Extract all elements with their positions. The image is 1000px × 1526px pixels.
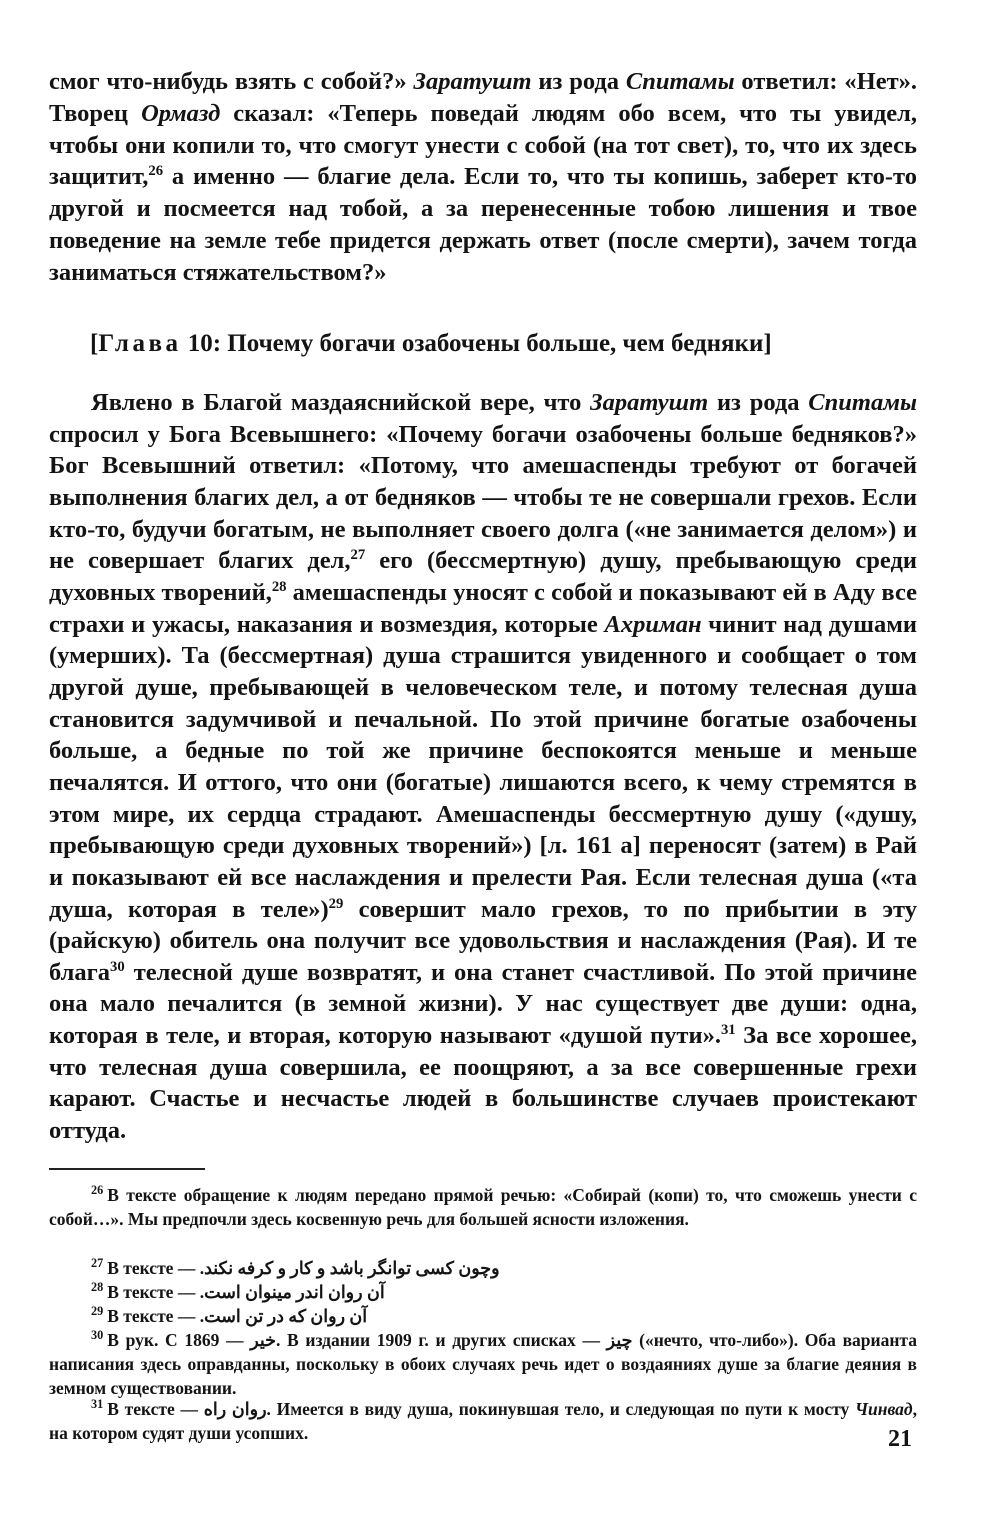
name-ormazd: Ормазд <box>141 99 221 127</box>
text-run: его (бессмертную) душу, пребывающую среди духовных творений, <box>49 547 917 606</box>
text-run: чинит над душами (умерших). Та (бессмертная) душа страшится увиденного и сообщает о том другой душе, пребывающей в человеческом теле, и потому телесная душа становится задумчивой и печальной. По этой причине богатые озабочены больше, а бедные по той же причине беспокоятся меньше и меньше печалятся. И оттого, что они (богатые) лишаются всего, к чему стремятся в этом мире, их сердца страдают. Амешаспенды бессмертную душу («душу, пребывающую среди духовных творений») [л. 161 а] переносят (затем) в Рай и показывают ей все наслаждения и прелести Рая. Если телесная душа («та душа, которая в теле») <box>49 610 917 923</box>
name-spitama: Спитамы <box>625 68 735 95</box>
footnote-27 <box>49 1256 917 1280</box>
text-run: совершит мало грехов, то по прибытии в эту (райскую) обитель она получит все удовольствия и наслаждения (Рая). И те блага <box>49 895 917 986</box>
persian-word: چیز <box>606 1330 633 1350</box>
name-chinvad: Чинвад <box>854 1399 913 1419</box>
text-run: спросил у Бога Всевышнего: «Почему богачи озабочены больше бедняков?» Бог Всевышний ответил: «Потому, что амешаспенды требуют от богачей выполнения благих дел, а от бедняков — чтобы те не совершали грехов. Если кто-то, будучи богатым, не выполняет своего долга («не занимается делом») и не совершает благих дел, <box>49 420 917 575</box>
persian-quote: آن روان که در تن است. <box>199 1306 368 1326</box>
footnote-number: 29 <box>91 1304 104 1319</box>
text-run: а именно — благие дела. Если то, что ты копишь, заберет кто-то другой и посмеется над тобой, а за перенесенные тобою лишения и твое поведение на земле тебе придется держать ответ (после смерти), зачем тогда заниматься стяжательством?» <box>49 163 917 286</box>
paragraph-main <box>49 387 917 1147</box>
footnote-text: В тексте — <box>107 1399 204 1419</box>
persian-quote: وچون کسی توانگر باشد و کار و کرفه نکند. <box>199 1258 500 1278</box>
text-run: из рода <box>708 389 809 416</box>
footnote-ref-27: 27 <box>350 547 366 564</box>
footnote-text: В рук. С 1869 — <box>107 1330 251 1350</box>
persian-word: خیر <box>250 1330 276 1350</box>
name-zaratusht: Заратушт <box>590 389 709 416</box>
footnote-text: («нечто, что-либо»). Оба варианта написания здесь оправданны, поскольку в обоих случаях речь идет о воздаяниях душе за благие деяния в земном существовании. <box>49 1330 917 1398</box>
text-run: смог что-нибудь взять с собой?» <box>49 68 414 95</box>
footnote-number: 31 <box>91 1397 104 1412</box>
text-run: ответил: «Нет». Творец <box>49 68 917 127</box>
footnote-26 <box>49 1183 917 1231</box>
name-spitama: Спитамы <box>808 389 917 416</box>
footnote-text: В тексте обращение к людям передано прямой речью: «Собирай (копи) то, что сможешь унести с собой…». Мы предпочли здесь косвенную речь для большей ясности изложения. <box>49 1185 917 1229</box>
name-zaratusht: Заратушт <box>413 68 532 95</box>
footnote-ref-31: 31 <box>720 1021 736 1038</box>
footnote-text: . В издании 1909 г. и других списках — <box>275 1330 607 1350</box>
footnote-number: 26 <box>91 1183 104 1198</box>
persian-quote: آن روان اندر مینوان است. <box>199 1282 385 1302</box>
text-run: Явлено в Благой маздаяснийской вере, что <box>91 389 591 416</box>
footnote-text: В тексте — <box>107 1258 200 1278</box>
heading-word-chapter: Глава <box>98 330 182 357</box>
text-run: За все хорошее, что телесная душа совершила, ее поощряют, а за все совершенные грехи карают. Счастье и несчастье людей в большинстве случаев проистекают оттуда. <box>49 1022 917 1145</box>
footnote-ref-29: 29 <box>328 895 344 912</box>
footnote-ref-28: 28 <box>271 578 287 595</box>
footnote-text: . Имеется в виду душа, покинувшая тело, и следующая по пути к мосту <box>266 1399 855 1419</box>
name-ahriman: Ахриман <box>604 610 702 638</box>
text-run: из рода <box>531 68 626 95</box>
text-run: телесной душе возвратят, и она станет счастливой. По этой причине она мало печалится (в земной жизни). У нас существует две души: одна, которая в теле, и вторая, которую называют «душой пути». <box>49 958 917 1050</box>
footnote-ref-30: 30 <box>110 958 125 975</box>
heading-title: 10: Почему богачи озабочены больше, чем бедняки] <box>181 330 772 357</box>
text-run: амешаспенды уносят с собой и показывают ей в Аду все страхи и ужасы, наказания и возмездия, которые <box>49 578 918 638</box>
footnote-text: , на котором судят души усопших. <box>49 1399 917 1443</box>
footnote-31 <box>49 1397 917 1445</box>
footnote-28 <box>49 1280 917 1304</box>
heading-bracket: [ <box>90 330 99 357</box>
footnote-ref-26: 26 <box>148 163 164 180</box>
footnote-number: 28 <box>91 1280 104 1295</box>
footnote-text: В тексте — <box>107 1306 200 1326</box>
footnote-30 <box>49 1328 917 1400</box>
persian-word: روان راه <box>203 1399 267 1419</box>
footnote-number: 27 <box>91 1256 104 1271</box>
footnote-text: В тексте — <box>107 1282 200 1302</box>
chapter-heading <box>90 330 940 358</box>
footnote-number: 30 <box>91 1328 104 1343</box>
page-number: 21 <box>888 1426 912 1452</box>
footnote-divider <box>49 1168 205 1170</box>
text-run: сказал: «Теперь поведай людям обо всем, что ты увидел, чтобы они копили то, что смогут унести с собой (на тот свет), то, что их здесь защитит, <box>49 99 917 191</box>
paragraph-top <box>49 66 917 289</box>
footnote-29 <box>49 1304 917 1328</box>
